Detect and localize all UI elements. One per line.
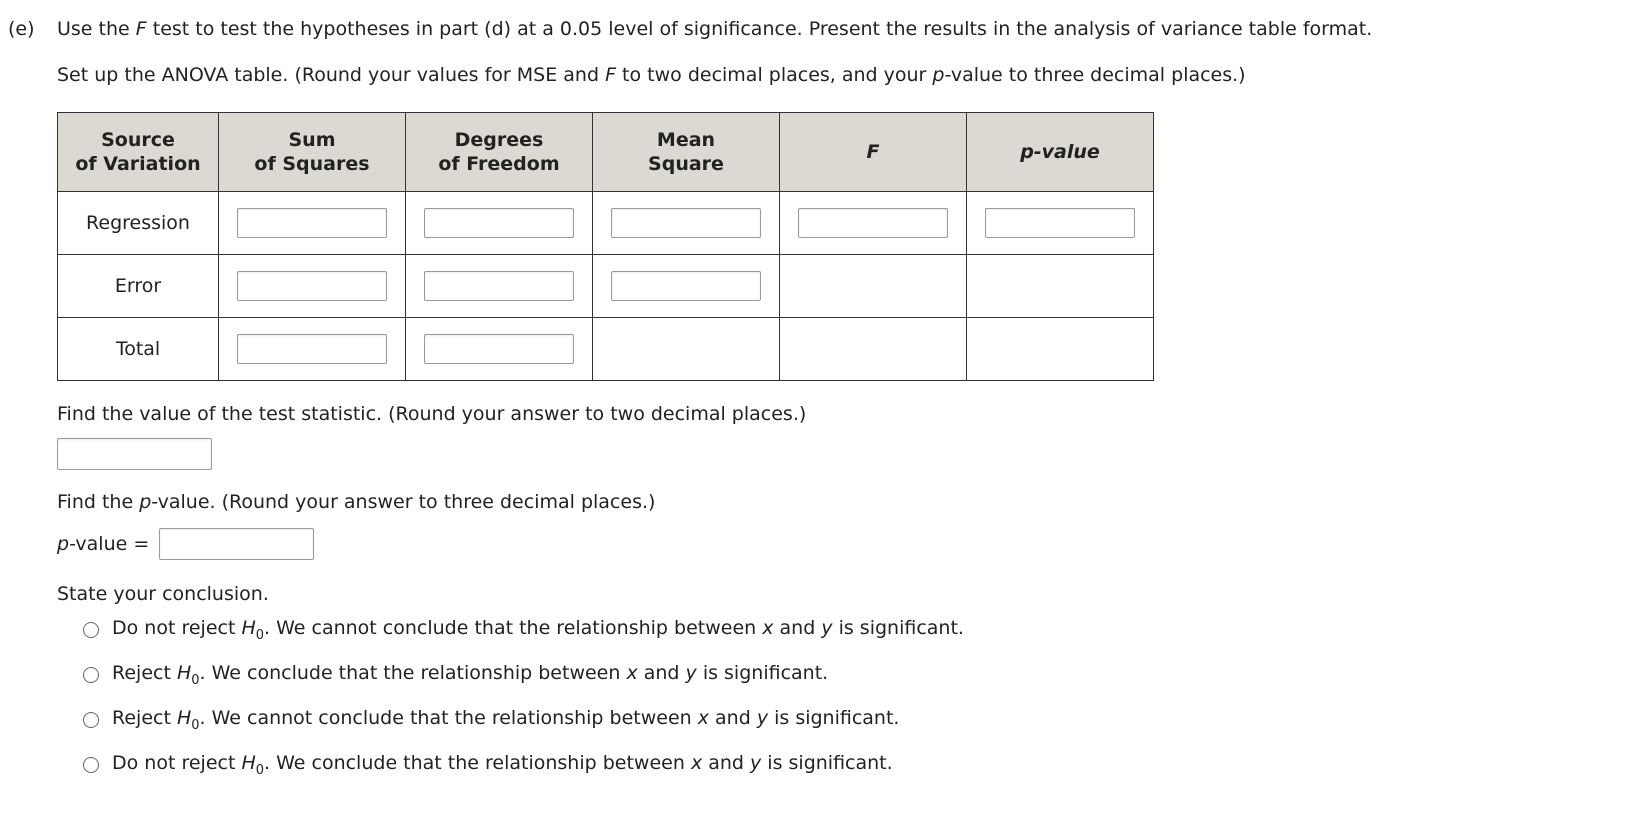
test-statistic-input[interactable] [57,438,212,470]
header-p-value: p-value [967,113,1154,192]
regression-p-input[interactable] [985,208,1135,238]
option-label: Do not reject $H_0$. We conclude that the relationship between x and y is significant. [112,752,893,778]
row-label-total: Total [58,318,219,381]
regression-ms-input[interactable] [611,208,761,238]
p-value-row [57,528,314,560]
p-value-prompt: Find the p-value. (Round your answer to three decimal places.) [57,491,656,513]
option-label: Do not reject $H_0$. We cannot conclude that the relationship between x and y is significant. [112,617,964,643]
anova-header-row [58,113,1154,192]
header-degrees-of-freedom: Degrees of Freedom [406,113,593,192]
option-label: Reject $H_0$. We conclude that the relationship between x and y is significant. [112,662,829,688]
radio-button[interactable] [83,667,99,683]
part-label: (e) [8,18,35,40]
radio-button[interactable] [83,622,99,638]
error-df-input[interactable] [424,271,574,301]
anova-row-total [58,318,1154,381]
conclusion-option-4[interactable] [83,752,893,778]
row-label-error: Error [58,255,219,318]
question-text: Use the F test to test the hypotheses in part (d) at a 0.05 level of significance. Present the results in the analysis of variance table format. [57,18,1373,40]
conclusion-prompt: State your conclusion. [57,583,269,605]
option-label: Reject $H_0$. We cannot conclude that the relationship between x and y is significant. [112,707,900,733]
conclusion-option-3[interactable] [83,707,899,733]
total-df-input[interactable] [424,334,574,364]
p-value-label: p-value = [57,533,150,555]
empty-cell [967,318,1154,381]
radio-button[interactable] [83,712,99,728]
regression-ss-input[interactable] [237,208,387,238]
error-ss-input[interactable] [237,271,387,301]
header-f: F [780,113,967,192]
anova-table [57,112,1154,381]
radio-button[interactable] [83,757,99,773]
anova-row-regression [58,192,1154,255]
regression-f-input[interactable] [798,208,948,238]
empty-cell [780,255,967,318]
conclusion-option-2[interactable] [83,662,828,688]
anova-instructions: Set up the ANOVA table. (Round your values for MSE and F to two decimal places, and your p-value to three decimal places.) [57,64,1246,86]
anova-row-error [58,255,1154,318]
regression-df-input[interactable] [424,208,574,238]
header-mean-square: Mean Square [593,113,780,192]
total-ss-input[interactable] [237,334,387,364]
empty-cell [593,318,780,381]
row-label-regression: Regression [58,192,219,255]
header-source: Source of Variation [58,113,219,192]
header-sum-of-squares: Sum of Squares [219,113,406,192]
conclusion-option-1[interactable] [83,617,964,643]
p-value-input[interactable] [159,528,314,560]
empty-cell [780,318,967,381]
error-ms-input[interactable] [611,271,761,301]
test-statistic-prompt: Find the value of the test statistic. (Round your answer to two decimal places.) [57,403,807,425]
empty-cell [967,255,1154,318]
